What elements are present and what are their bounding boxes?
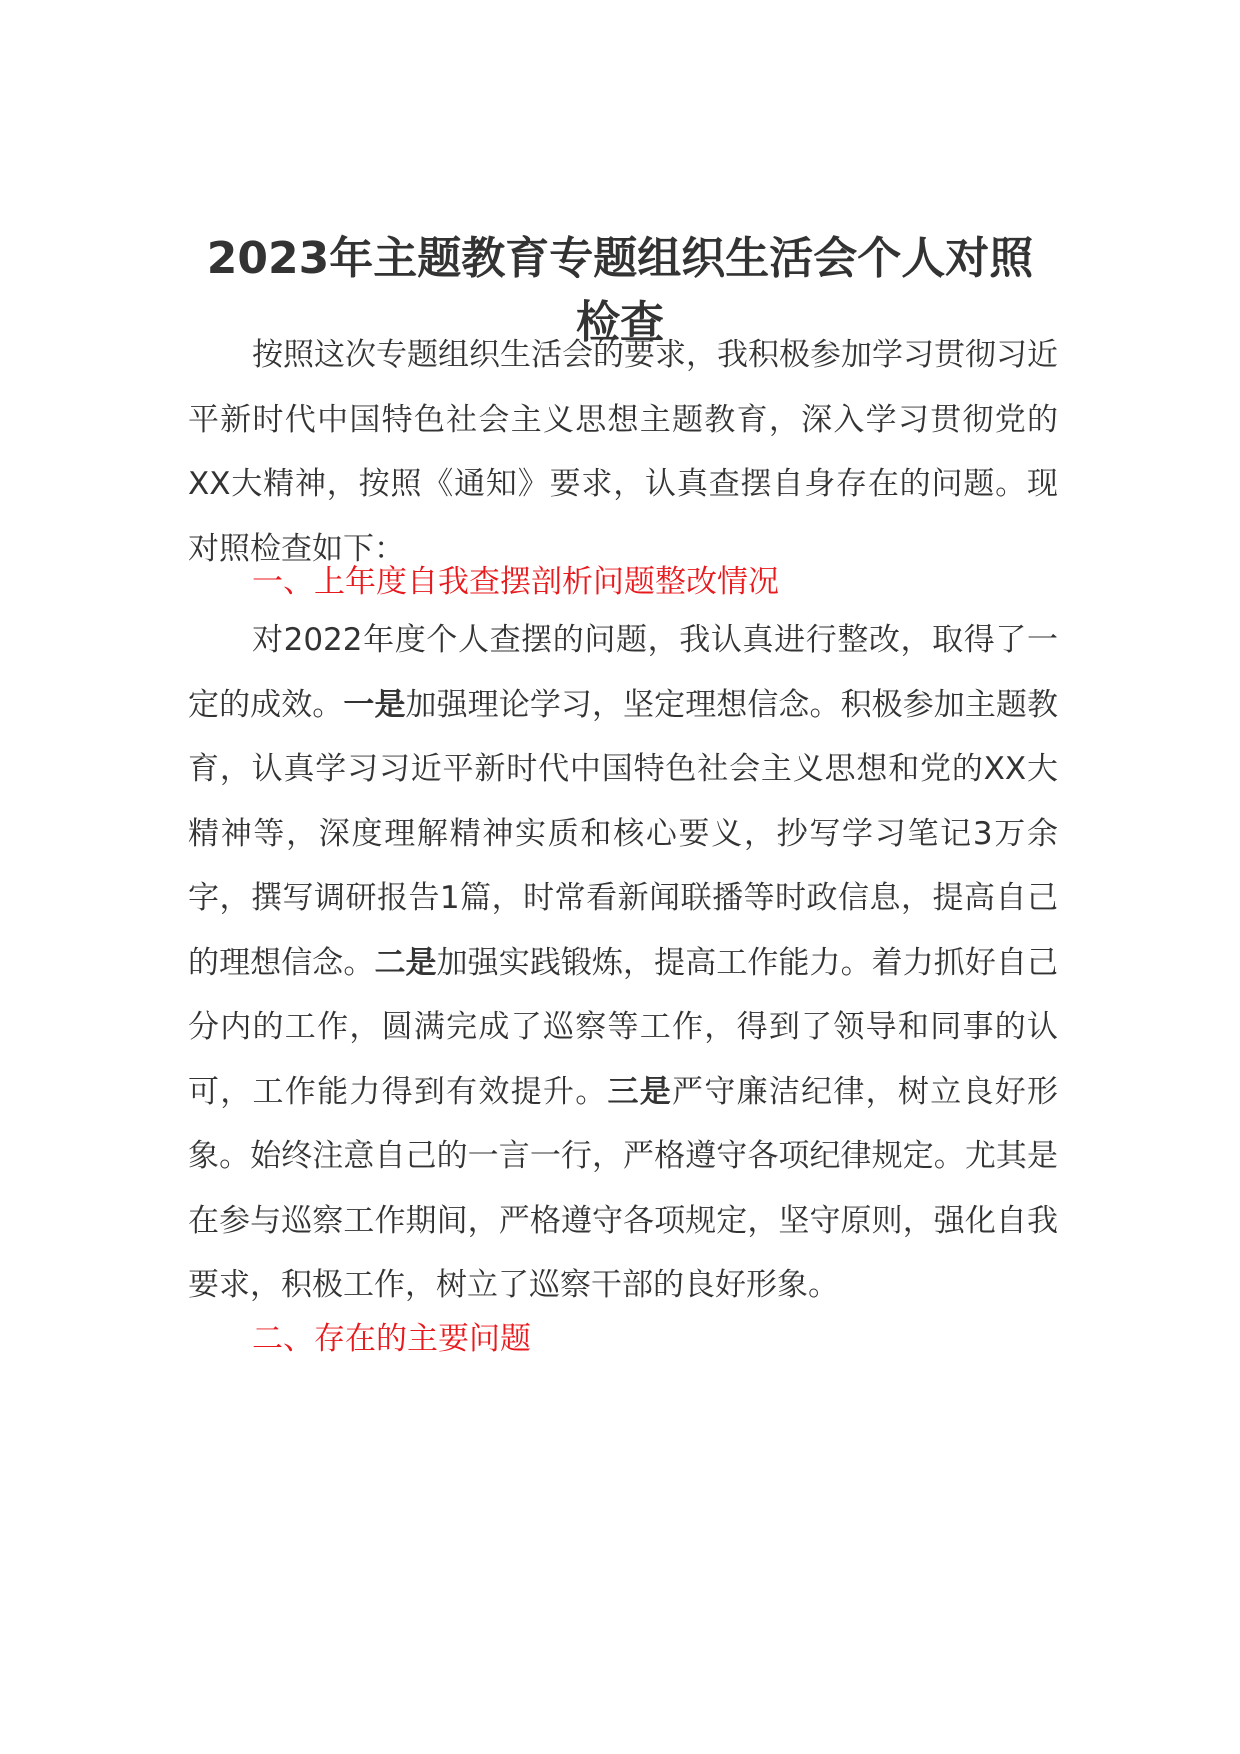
point-3-label: 三是	[607, 1073, 673, 1110]
intro-paragraph: 按照这次专题组织生活会的要求，我积极参加学习贯彻习近平新时代中国特色社会主义思想主题教育，深入学习贯彻党的XX大精神，按照《通知》要求，认真查摆自身存在的问题。现对照检查如下：	[188, 337, 1058, 567]
point-2-text: 加强实践锻炼，提高工作能力。着力抓好自己分内的工作，圆满完成了巡察等工作，得到了领导和同事的认可，工作能力得到有效提升。	[188, 944, 1059, 1110]
section-1-paragraph	[188, 608, 1058, 1318]
section-1-lead: 对2022年度个人查摆的问题，我认真进行整改，取得了一定的成效。	[188, 622, 1058, 723]
point-1-label: 一是	[343, 686, 406, 723]
point-2-label: 二是	[374, 944, 437, 981]
document-title: 2023年主题教育专题组织生活会个人对照检查	[206, 233, 1034, 349]
section-1-heading: 一、上年度自我查摆剖析问题整改情况	[252, 564, 779, 600]
section-2-heading: 二、存在的主要问题	[252, 1321, 531, 1357]
point-1-text: 加强理论学习，坚定理想信念。积极参加主题教育，认真学习习近平新时代中国特色社会主义思想和党的XX大精神等，深度理解精神实质和核心要义，抄写学习笔记3万余字，撰写调研报告1篇，时常看新闻联播等时政信息，提高自己的理想信念。	[188, 686, 1059, 981]
point-3-text: 严守廉洁纪律，树立良好形象。始终注意自己的一言一行，严格遵守各项纪律规定。尤其是在参与巡察工作期间，严格遵守各项规定，坚守原则，强化自我要求，积极工作，树立了巡察干部的良好形象。	[188, 1073, 1059, 1303]
